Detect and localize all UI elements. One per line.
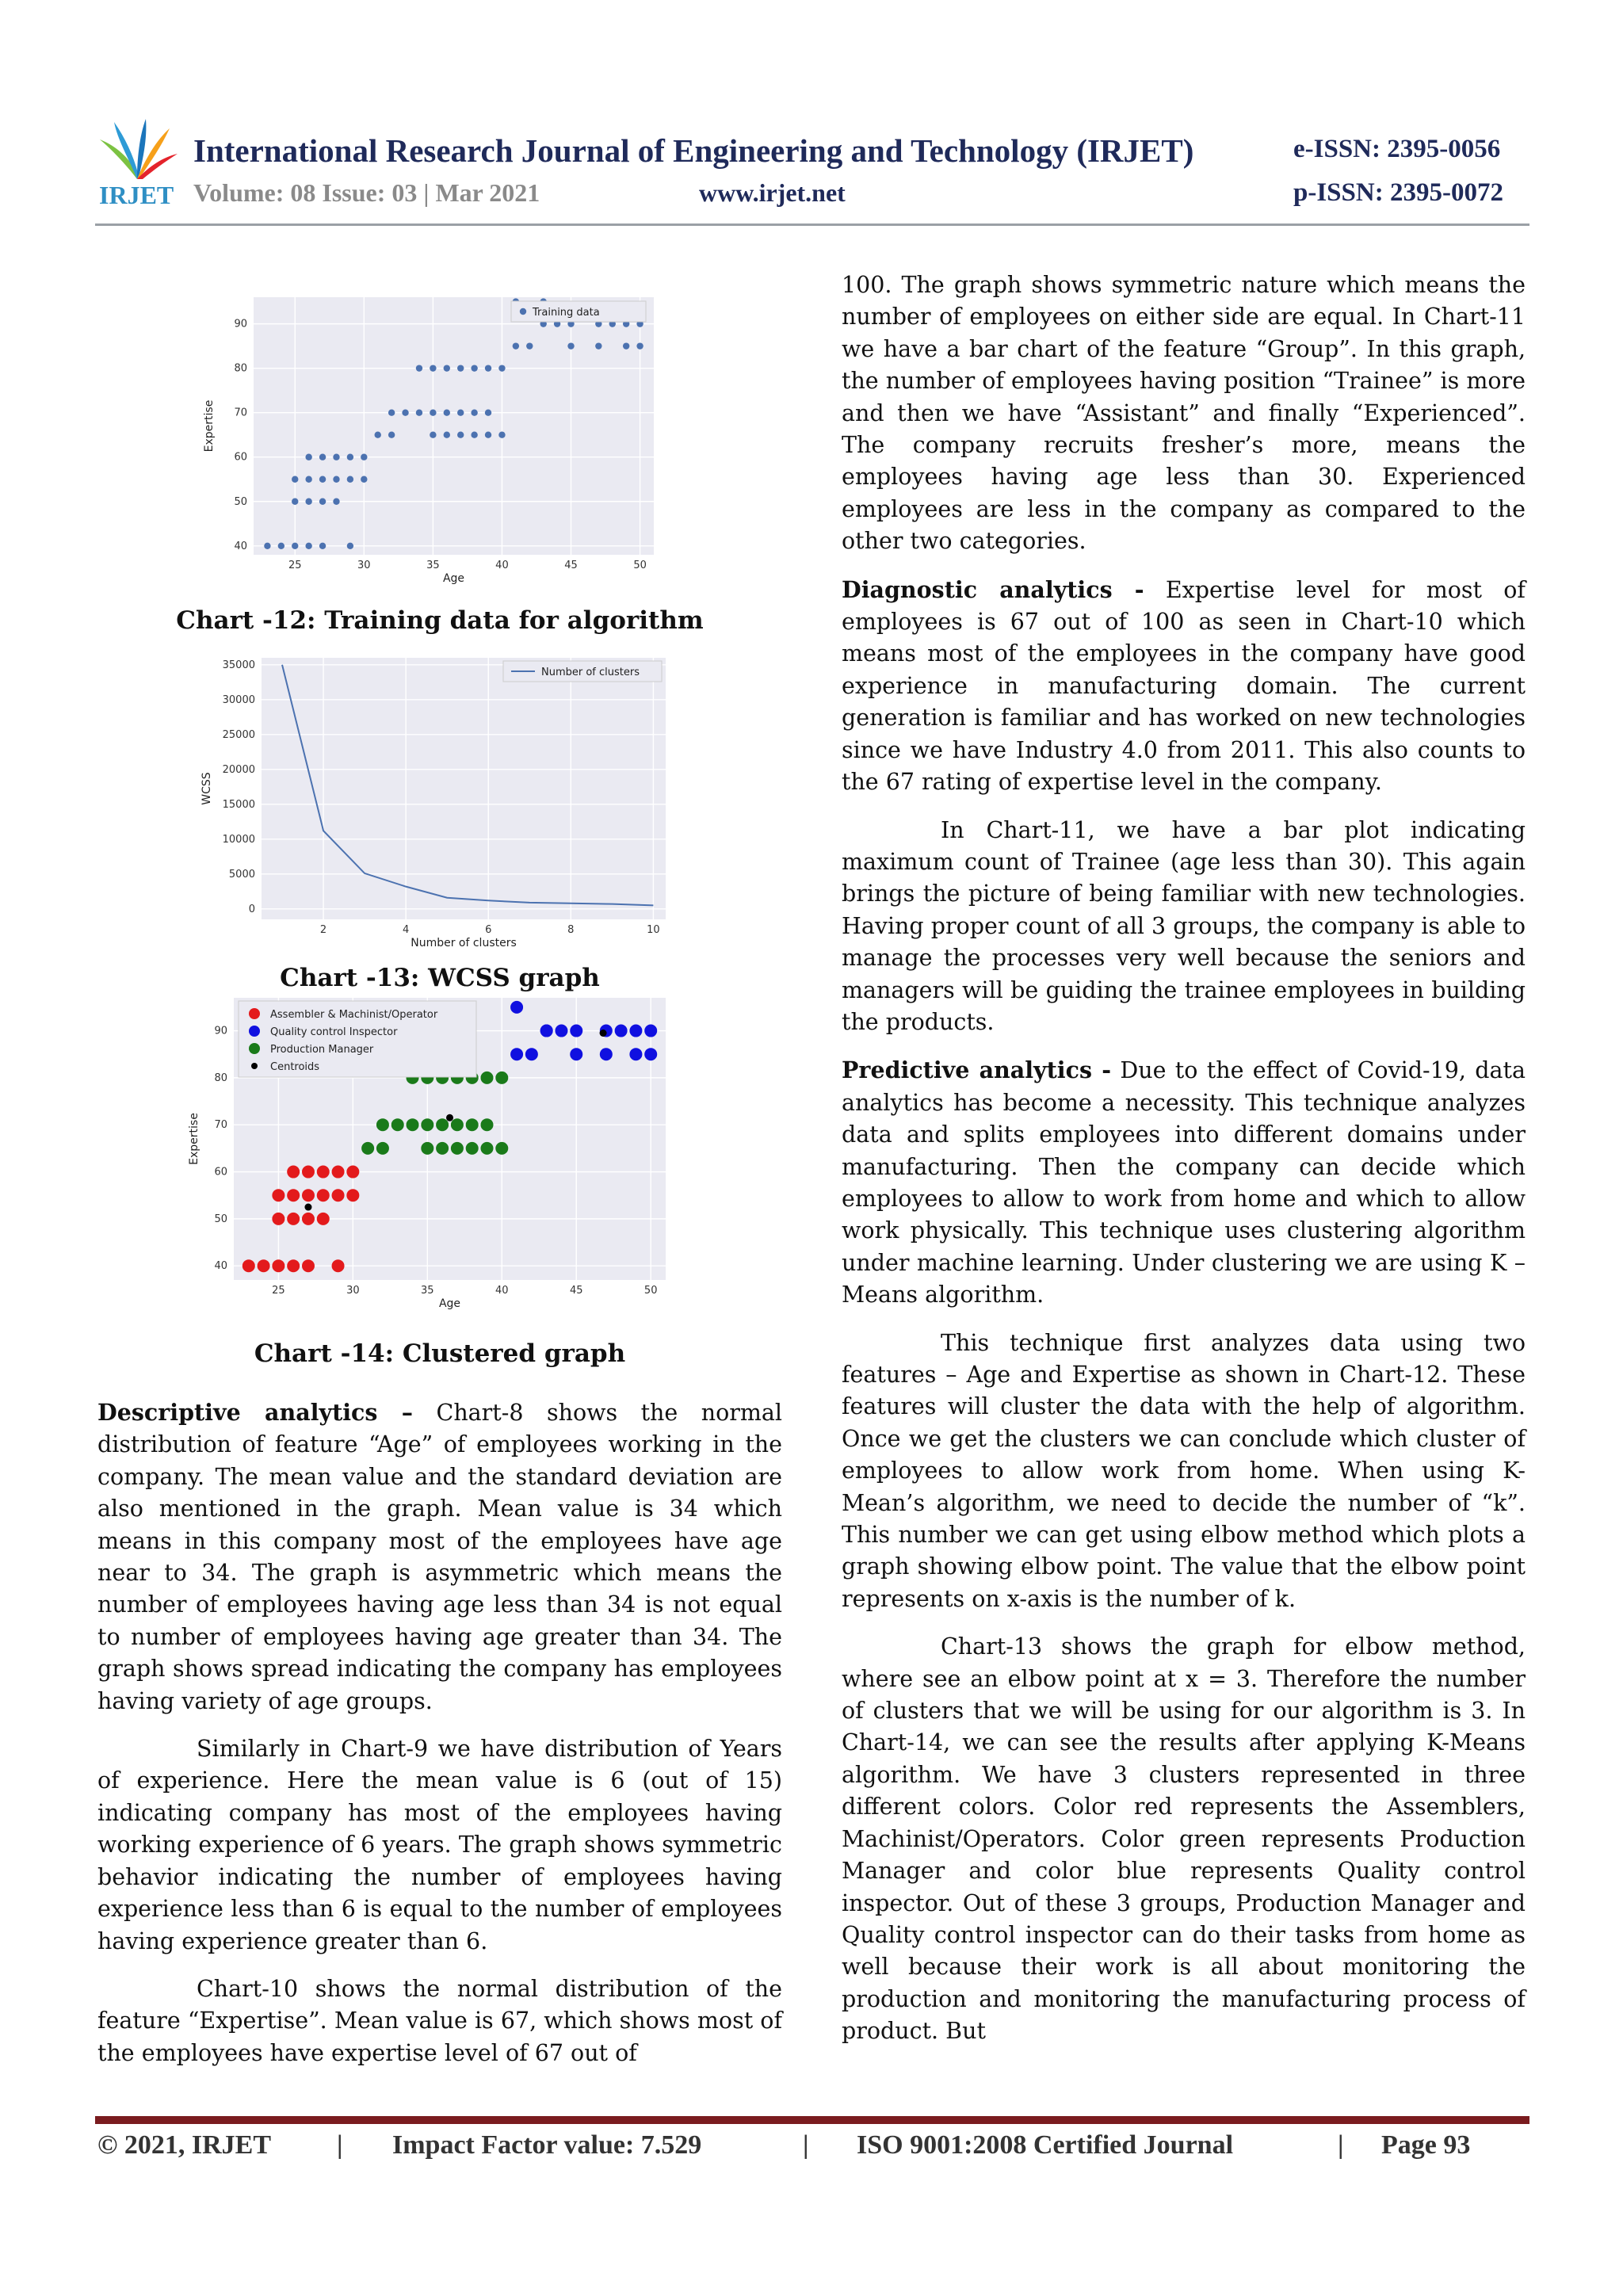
cluster-blue-point [570,1048,582,1060]
cluster-red-point [346,1189,359,1201]
heading-predictive: Predictive analytics - [842,1056,1112,1084]
p-issn: p-ISSN: 2395-0072 [1293,178,1503,207]
y-axis-label: WCSS [200,772,213,805]
cluster-red-point [302,1213,315,1225]
footer-separator: | [1338,2130,1344,2160]
y-tick-label: 30000 [222,693,255,706]
cluster-red-point [287,1259,300,1272]
x-tick-label: 2 [319,924,327,936]
data-point [347,476,353,483]
x-tick-label: 35 [421,1285,434,1297]
logo-text: IRJET [99,181,174,209]
paragraph-text: Expertise level for most of employees is 67 out of 100 as seen in Chart-10 which means most of the employees in the company have good experience in manufacturing domain. The current generation is familiar and has worked on new technologies since we have Industry 4.0 from 2011. This also counts to the 67 rating of expertise level in the company. [842,576,1526,796]
paragraph-text: Chart-8 shows the normal distribution of feature “Age” of employees working in the company. The mean value and the standard deviation are also mentioned in the graph. Mean value is 34 which means in this company most of the employees have age near to 34. The graph is asymmetric which means the number of employees having age less than 34 is not equal to number of employees having age greater than 34. The graph shows spread indicating the company has employees having variety of age groups. [97,1400,782,1714]
data-point [636,342,643,349]
y-tick-label: 5000 [228,868,255,881]
irjet-logo-icon [94,116,181,184]
data-point [595,342,601,349]
cluster-green-point [495,1142,508,1155]
y-axis-label: Expertise [203,399,216,453]
cluster-red-point [272,1213,285,1225]
legend-marker [249,1008,260,1019]
heading-diagnostic: Diagnostic analytics - [842,575,1144,603]
cluster-red-point [302,1259,315,1272]
paragraph-diagnostic [842,574,1526,799]
y-tick-label: 25000 [222,728,255,741]
data-point [457,365,464,371]
footer-iso: ISO 9001:2008 Certified Journal [857,2130,1234,2160]
y-tick-label: 70 [234,407,247,419]
cluster-green-point [451,1118,464,1131]
x-axis-label: Age [442,572,465,585]
left-column-text [97,1396,782,2085]
data-point [430,365,436,371]
data-point [347,543,353,549]
cluster-green-point [495,1072,508,1084]
cluster-red-point [287,1166,300,1179]
cluster-blue-point [510,1001,523,1014]
legend-label: Production Manager [270,1044,374,1056]
website-link[interactable]: www.irjet.net [699,178,846,207]
data-point [375,432,381,438]
x-tick-label: 40 [495,1285,509,1297]
data-point [292,476,298,483]
cluster-green-point [466,1118,479,1131]
data-point [361,476,367,483]
cluster-blue-point [644,1048,657,1060]
cluster-red-point [258,1259,270,1272]
cluster-green-point [480,1072,493,1084]
y-tick-label: 80 [214,1072,227,1084]
heading-descriptive: Descriptive analytics – [97,1399,414,1426]
x-axis-label: Number of clusters [411,937,517,949]
data-point [305,454,311,460]
data-point [347,454,353,460]
cluster-green-point [361,1142,374,1155]
plot-area [254,297,654,555]
e-issn: e-ISSN: 2395-0056 [1293,135,1501,163]
footer-separator: | [337,2130,343,2160]
y-tick-label: 40 [214,1260,227,1273]
paragraph-continued: 100. The graph shows symmetric nature which means the number of employees on either side are equal. In Chart-11 we have a bar chart of the feature “Group”. In this graph, the number of employees having position “Trainee” is more and then we have “Assistant” and finally “Experienced”. The company recruits fresher’s more, means the employees having age less than 30. Experienced employees are less in the company as compared to the other two categories. [842,272,1526,555]
caption-chart-12: Chart -12: Training data for algorithm [176,606,704,635]
legend-marker [520,308,526,315]
centroid-point [304,1204,311,1211]
data-point [388,409,395,415]
data-point [388,432,395,438]
cluster-red-point [346,1166,359,1179]
data-point [305,543,311,549]
data-point [485,409,491,415]
footer-divider [95,2116,1529,2124]
data-point [471,432,477,438]
y-tick-label: 60 [214,1166,227,1179]
centroid-point [446,1114,453,1121]
data-point [361,454,367,460]
cluster-red-point [332,1166,345,1179]
data-point [416,365,422,371]
cluster-blue-point [510,1048,523,1060]
x-tick-label: 10 [647,924,660,936]
y-tick-label: 80 [234,362,247,375]
cluster-green-point [407,1118,419,1131]
data-point [402,409,408,415]
cluster-red-point [272,1259,285,1272]
x-tick-label: 45 [564,560,578,571]
cluster-green-point [376,1118,389,1131]
y-tick-label: 70 [214,1119,227,1132]
cluster-blue-point [600,1048,613,1060]
cluster-red-point [287,1213,300,1225]
data-point [292,543,298,549]
data-point [333,499,339,505]
paragraph-chart10: Chart-10 shows the normal distribution of the feature “Expertise”. Mean value is 67, which shows most of the employees have expertise level of 67 out of [97,1975,782,2066]
cluster-green-point [436,1142,449,1155]
cluster-red-point [317,1166,330,1179]
legend-marker [249,1043,260,1054]
data-point [485,365,491,371]
footer-separator: | [803,2130,809,2160]
data-point [567,342,574,349]
legend-label: Centroids [270,1061,320,1073]
cluster-red-point [332,1189,345,1201]
legend [503,661,662,682]
x-tick-label: 50 [633,560,647,571]
x-tick-label: 6 [485,924,492,936]
cluster-green-point [421,1118,433,1131]
cluster-green-point [436,1118,449,1131]
cluster-green-point [421,1142,433,1155]
cluster-blue-point [644,1025,657,1037]
data-point [457,432,464,438]
cluster-green-point [376,1142,389,1155]
legend-marker [249,1026,260,1037]
data-point [319,476,326,483]
caption-chart-14: Chart -14: Clustered graph [254,1339,626,1368]
y-tick-label: 50 [234,495,247,508]
x-tick-label: 50 [643,1285,658,1297]
data-point [319,454,326,460]
x-tick-label: 45 [569,1285,583,1297]
y-tick-label: 35000 [222,659,255,671]
x-tick-label: 40 [495,560,509,571]
data-point [457,409,464,415]
y-tick-label: 90 [214,1025,227,1037]
chart-clustered [178,995,685,1331]
x-axis-label: Age [438,1297,461,1310]
cluster-green-point [451,1142,464,1155]
footer-impact-factor: Impact Factor value: 7.529 [392,2130,702,2160]
paragraph-chart13: Chart-13 shows the graph for elbow method, where see an elbow point at x = 3. Therefore the number of clusters that we will be using for our algorithm is 3. In Chart-14, we can see the results after applying K-Means algorithm. We have 3 clusters represented in three different colors. Color red represents the Assemblers, Machinist/Operators. Color green represents Production Manager and color blue represents Quality control inspector. Out of these 3 groups, Production Manager and Quality control inspector can do their tasks from home as well because their work is all about monitoring the production and monitoring the manufacturing process of product. But [842,1633,1526,2045]
x-tick-label: 25 [272,1285,285,1297]
caption-chart-13: Chart -13: WCSS graph [280,964,600,992]
data-point [305,499,311,505]
cluster-red-point [317,1189,330,1201]
cluster-red-point [287,1189,300,1201]
data-point [305,476,311,483]
plot-area [262,658,666,919]
data-point [333,476,339,483]
cluster-red-point [302,1189,315,1201]
paragraph-technique: This technique first analyzes data using two features – Age and Expertise as shown in Chart-12. These features will cluster the data with the help of algorithm. Once we get the clusters we can conclude which cluster of employees to allow work from home. When using K- Mean’s algorithm, we need to decide the number of “k”. This number we can get using elbow method which plots a graph showing elbow point. The value that the elbow point represents on x-axis is the number of k. [842,1329,1526,1612]
data-point [319,499,326,505]
cluster-blue-point [555,1025,567,1037]
data-point [498,365,505,371]
cluster-blue-point [570,1025,582,1037]
footer-page-number: Page 93 [1381,2130,1471,2160]
cluster-blue-point [540,1025,553,1037]
x-tick-label: 8 [567,924,575,936]
legend [239,1001,476,1077]
legend-label: Assembler & Machinist/Operator [270,1009,438,1021]
right-column-text [842,269,1526,2064]
x-tick-label: 4 [403,924,410,936]
data-point [416,409,422,415]
y-tick-label: 90 [234,318,247,330]
data-point [444,409,450,415]
cluster-red-point [332,1259,345,1272]
cluster-red-point [272,1189,285,1201]
y-tick-label: 0 [248,903,255,915]
header-divider [95,223,1529,226]
paragraph-chart11: In Chart-11, we have a bar plot indicating maximum count of Trainee (age less than 30). This again brings the picture of being familiar with new technologies. Having proper count of all 3 groups, the company is able to manage the processes very well because the seniors and managers will be guiding the trainee employees in building the products. [842,816,1526,1035]
data-point [319,543,326,549]
y-tick-label: 50 [214,1213,227,1225]
chart-wcss [186,650,678,955]
data-point [498,432,505,438]
paragraph-descriptive [97,1396,782,1717]
cluster-red-point [242,1259,255,1272]
data-point [444,365,450,371]
data-point [471,409,477,415]
legend [511,301,646,322]
y-tick-label: 60 [234,451,247,464]
data-point [526,342,533,349]
chart-training-data [190,285,666,591]
data-point [264,543,270,549]
cluster-blue-point [525,1048,538,1060]
data-point [430,432,436,438]
data-point [485,432,491,438]
data-point [623,342,629,349]
cluster-blue-point [629,1025,642,1037]
x-tick-label: 30 [357,560,371,571]
cluster-green-point [391,1118,404,1131]
cluster-blue-point [615,1025,628,1037]
volume-issue: Volume: 08 Issue: 03 | Mar 2021 [193,178,540,207]
paragraph-text: Due to the effect of Covid-19, data analytics has become a necessity. This technique analyzes data and splits employees into different domains under manufacturing. Then the company can decide which employees to allow to work from home and which to allow work physically. This technique uses clustering algorithm under machine learning. Under clustering we are using K – Means algorithm. [842,1057,1526,1308]
data-point [444,432,450,438]
y-tick-label: 20000 [222,763,255,776]
paragraph-chart9: Similarly in Chart-9 we have distribution of Years of experience. Here the mean value is 6 (out of 15) indicating company has most of the employees having working experience of 6 years. The graph shows symmetric behavior indicating the number of employees having experience less than 6 is equal to the number of employees having experience greater than 6. [97,1736,782,1954]
y-axis-label: Expertise [188,1113,200,1165]
y-tick-label: 15000 [222,798,255,811]
x-tick-label: 30 [346,1285,360,1297]
footer-copyright: © 2021, IRJET [97,2130,272,2160]
cluster-green-point [480,1142,493,1155]
y-tick-label: 40 [234,540,247,552]
y-tick-label: 10000 [222,833,255,846]
centroid-point [600,1030,607,1037]
cluster-red-point [317,1213,330,1225]
journal-title: International Research Journal of Engineering and Technology (IRJET) [193,132,1194,169]
cluster-red-point [302,1166,315,1179]
x-tick-label: 25 [288,560,302,571]
cluster-blue-point [629,1048,642,1060]
cluster-green-point [480,1118,493,1131]
data-point [333,454,339,460]
legend-label: Number of clusters [541,667,640,678]
legend-label: Training data [533,307,600,319]
x-tick-label: 35 [426,560,440,571]
paragraph-predictive [842,1054,1526,1311]
legend-label: Quality control Inspector [270,1026,398,1038]
cluster-green-point [466,1142,479,1155]
data-point [430,409,436,415]
data-point [471,365,477,371]
data-point [513,342,519,349]
legend-marker [251,1063,258,1069]
data-point [292,499,298,505]
data-point [278,543,285,549]
